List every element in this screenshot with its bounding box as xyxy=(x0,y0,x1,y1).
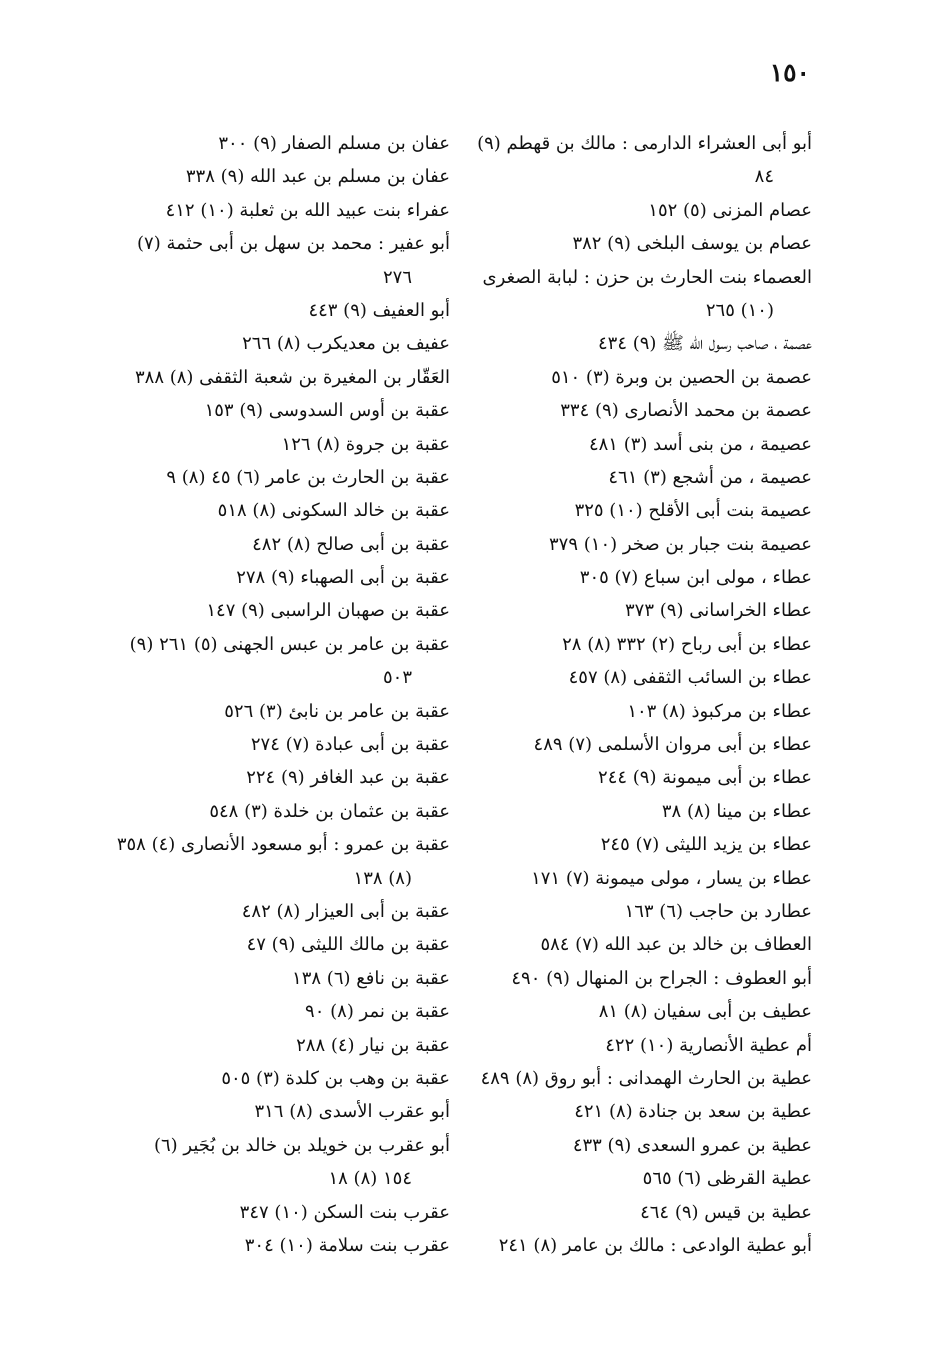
index-entry: عقرب بنت السكن (١٠) ٣٤٧ xyxy=(239,1201,450,1223)
index-entry: عقبة بن جروة (٨) ١٢٦ xyxy=(281,433,450,455)
index-entry: أبو عقرب الأسدى (٨) ٣١٦ xyxy=(254,1101,450,1123)
index-entry: عفان بن مسلم الصفار (٩) ٣٠٠ xyxy=(218,133,450,154)
index-entry: أبو العفيف (٩) ٤٤٣ xyxy=(308,299,450,321)
index-entry: عقبة بن نيار (٤) ٢٨٨ xyxy=(296,1034,450,1056)
index-entry: أبو عطية الوادعى : مالك بن عامر (٨) ٢٤١ xyxy=(498,1234,812,1256)
index-entry: عقبة بن عمرو : أبو مسعود الأنصارى (٤) ٣٥٨ xyxy=(116,834,450,856)
index-entry: عصيمة ، من بنى أسد (٣) ٤٨١ xyxy=(588,433,812,455)
index-entry: عطارد بن حاجب (٦) ١٦٣ xyxy=(624,900,812,922)
index-entry: عطية القرظى (٦) ٥٦٥ xyxy=(642,1168,812,1190)
index-entry: عطاء بن أبى ميمونة (٩) ٢٤٤ xyxy=(598,767,812,789)
index-entry: عقبة بن أوس السدوسى (٩) ١٥٣ xyxy=(204,400,450,422)
index-entry: عصيمة بنت أبى الأقلح (١٠) ٣٢٥ xyxy=(574,500,812,522)
index-entry: عقبة بن عامر بن عبس الجهنى (٥) ٢٦١ (٩) xyxy=(129,633,450,655)
index-entry: عطية بن قيس (٩) ٤٦٤ xyxy=(640,1201,812,1223)
index-entry: عقبة بن عامر بن نابئ (٣) ٥٢٦ xyxy=(224,700,450,722)
index-entry: العطاف بن خالد بن عبد الله (٧) ٥٨٤ xyxy=(540,934,812,956)
index-entry: عطية بن الحارث الهمدانى : أبو روق (٨) ٤٨٩ xyxy=(480,1067,812,1089)
index-entry: عصيمة بنت جبار بن صخر (١٠) ٣٧٩ xyxy=(549,533,812,555)
index-entry: عفيف بن معديكرب (٨) ٢٦٦ xyxy=(242,333,450,355)
index-entry: عقبة بن نمر (٨) ٩٠ xyxy=(305,1001,450,1023)
index-entry: عقبة بن أبى عبادة (٧) ٢٧٤ xyxy=(250,734,450,756)
index-entry: عطية بن عمرو السعدى (٩) ٤٣٣ xyxy=(572,1134,812,1156)
index-entry: عقبة بن مالك الليثى (٩) ٤٧ xyxy=(246,934,450,956)
index-entry: عطيف بن أبى سفيان (٨) ٨١ xyxy=(598,1001,812,1023)
index-entry: عصام المزنى (٥) ١٥٢ xyxy=(648,199,812,221)
index-entry: عصام بن يوسف البلخى (٩) ٣٨٢ xyxy=(572,233,812,255)
index-entry: عقبة بن عبد الغافر (٩) ٢٢٤ xyxy=(246,767,450,789)
index-entry: عطاء بن مينا (٨) ٣٨ xyxy=(661,800,812,822)
index-entry: أبو عقرب بن خويلد بن خالد بن بُجَير (٦) xyxy=(153,1134,450,1156)
page-number: ١٥٠ xyxy=(769,58,810,87)
index-entry: أبو العطوف : الجراح بن المنهال (٩) ٤٩٠ xyxy=(511,967,812,989)
index-entry: أم عطية الأنصارية (١٠) ٤٢٢ xyxy=(605,1034,812,1056)
index-entry-continuation: ٨٤ xyxy=(754,166,774,188)
index-entry: عقبة بن وهب بن كلدة (٣) ٥٠٥ xyxy=(221,1067,450,1089)
index-entry: العَقّار بن المغيرة بن شعبة الثقفى (٨) ٣٨٨ xyxy=(134,366,450,388)
index-entry: عقبة بن أبى صالح (٨) ٤٨٢ xyxy=(252,533,450,555)
index-entry-continuation: ٢٧٦ xyxy=(382,266,412,288)
index-entry: عفان بن مسلم بن عبد الله (٩) ٣٣٨ xyxy=(185,166,450,188)
index-entry: عطاء بن أبى مروان الأسلمى (٧) ٤٨٩ xyxy=(533,734,812,756)
index-entry-continuation: (٨) ١٣٨ xyxy=(353,867,412,889)
index-entry: عطاء بن يزيد الليثى (٧) ٢٤٥ xyxy=(600,834,812,856)
index-entry: عقبة بن نافع (٦) ١٣٨ xyxy=(292,967,450,989)
index-entry: أبو أبى العشراء الدارمى : مالك بن قهطم (٩) xyxy=(477,133,812,154)
index-entry: عقرب بنت سلامة (١٠) ٣٠٤ xyxy=(244,1234,450,1256)
index-column-left xyxy=(108,127,450,1262)
index-entry: عصيمة ، من أشجع (٣) ٤٦١ xyxy=(608,466,812,488)
index-entry: عطاء الخراسانى (٩) ٣٧٣ xyxy=(625,600,812,622)
index-column-right xyxy=(468,127,812,1262)
index-entry: أبو عفير : محمد بن سهل بن أبى حثمة (٧) xyxy=(137,233,450,255)
index-entry: عطاء بن السائب الثقفى (٨) ٤٥٧ xyxy=(568,667,812,689)
index-entry: عفراء بنت عبيد الله بن ثعلبة (١٠) ٤١٢ xyxy=(165,199,450,221)
index-entry: عطاء بن مركبوذ (٨) ١٠٣ xyxy=(627,700,812,722)
index-entry: عقبة بن الحارث بن عامر (٦) ٤٥ (٨) ٩ xyxy=(166,466,450,488)
index-entry: عصمة ، صاحب رسول الله ﷺ (٩) ٤٣٤ xyxy=(597,333,812,355)
index-entry: عطاء بن يسار ، مولى ميمونة (٧) ١٧١ xyxy=(531,867,812,889)
index-entry-continuation: ١٥٤ (٨) ١٨ xyxy=(328,1168,412,1190)
index-entry: عصمة بن محمد الأنصارى (٩) ٣٣٤ xyxy=(560,400,812,422)
index-entry: عقبة بن أبى الصهباء (٩) ٢٧٨ xyxy=(236,567,450,589)
index-entry: عطية بن سعد بن جنادة (٨) ٤٢١ xyxy=(574,1101,812,1123)
index-entry: عقبة بن عثمان بن خلدة (٣) ٥٤٨ xyxy=(209,800,450,822)
index-entry: عقبة بن أبى العيزار (٨) ٤٨٢ xyxy=(241,900,450,922)
index-entry: عقبة بن خالد السكونى (٨) ٥١٨ xyxy=(217,500,450,522)
index-entry: عصمة بن الحصين بن وبرة (٣) ٥١٠ xyxy=(551,366,812,388)
index-entry: عطاء ، مولى ابن سباع (٧) ٣٠٥ xyxy=(579,567,812,589)
index-entry-continuation: (١٠) ٢٦٥ xyxy=(705,299,774,321)
index-entry: عقبة بن صهبان الراسبى (٩) ١٤٧ xyxy=(206,600,450,622)
index-entry: عطاء بن أبى رباح (٢) ٣٣٢ (٨) ٢٨ xyxy=(562,633,812,655)
index-entry-continuation: ٥٠٣ xyxy=(382,667,412,689)
index-entry: العصماء بنت الحارث بن حزن : لبابة الصغرى xyxy=(482,266,812,288)
